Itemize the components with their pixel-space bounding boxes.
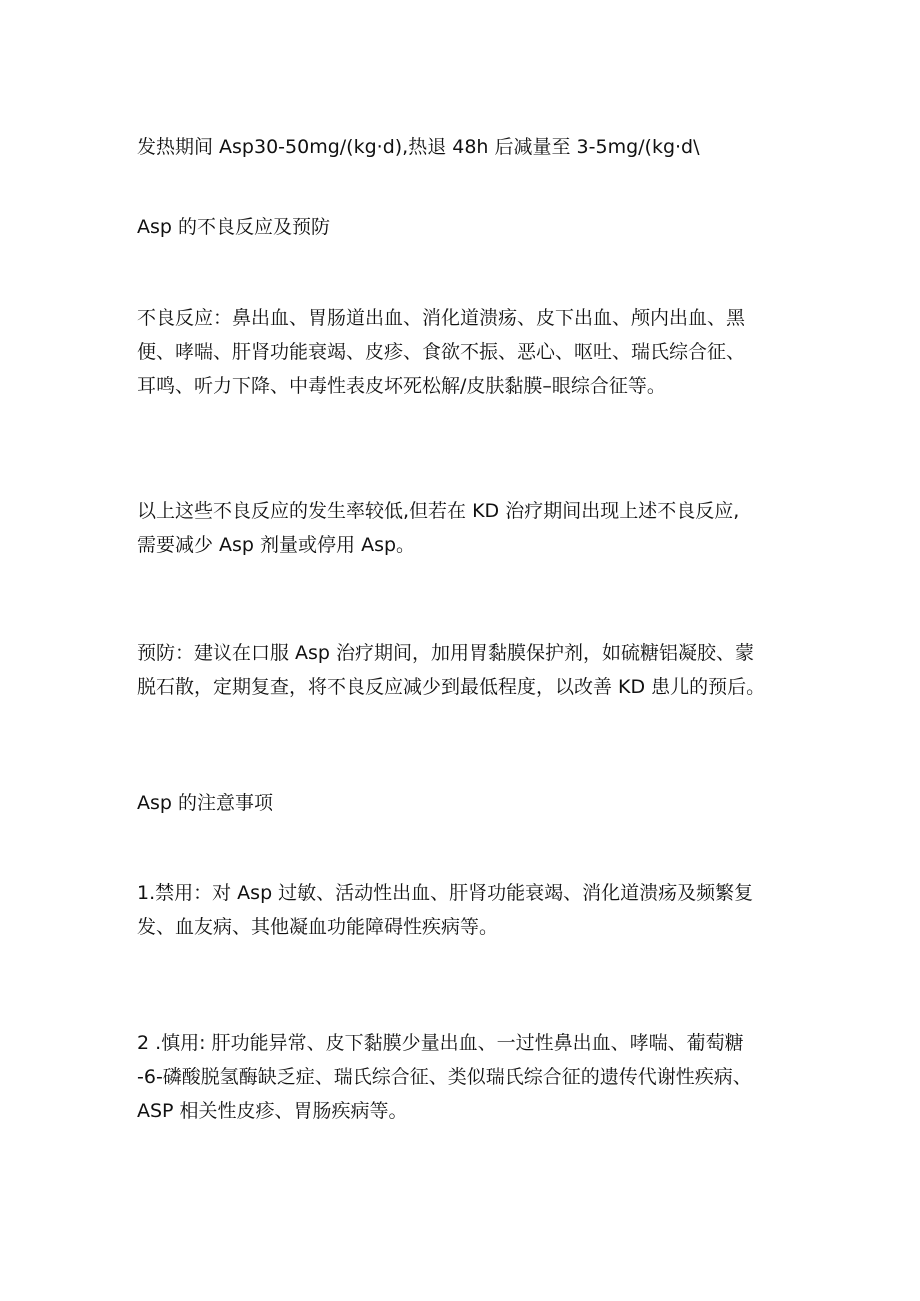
- prevention-paragraph: [137, 636, 807, 704]
- text-line: 不良反应：鼻出血、胃肠道出血、消化道溃疡、皮下出血、颅内出血、黑: [137, 307, 746, 329]
- text-line: 便、哮喘、肝肾功能衰竭、皮疹、食欲不振、恶心、呕吐、瑞氏综合征、: [137, 341, 746, 363]
- text-line: -6-磷酸脱氢酶缺乏症、瑞氏综合征、类似瑞氏综合征的遗传代谢性疾病、: [137, 1066, 752, 1088]
- text-line: 发、血友病、其他凝血功能障碍性疾病等。: [137, 916, 499, 938]
- heading-adverse-reactions: [137, 210, 807, 244]
- text-line: 2 .慎用: 肝功能异常、皮下黏膜少量出血、一过性鼻出血、哮喘、葡萄糖: [137, 1032, 744, 1054]
- incidence-paragraph: [137, 494, 807, 562]
- text-line: Asp 的注意事项: [137, 792, 273, 814]
- heading-precautions: [137, 786, 807, 820]
- text-line: 发热期间 Asp30-50mg/(kg·d),热退 48h 后减量至 3-5mg/(kg·d\: [137, 136, 700, 158]
- adverse-reactions-paragraph: [137, 301, 807, 403]
- text-line: ASP 相关性皮疹、胃肠疾病等。: [137, 1100, 408, 1122]
- text-line: 预防：建议在口服 Asp 治疗期间，加用胃黏膜保护剂，如硫糖铝凝胶、蒙: [137, 642, 755, 664]
- contraindications-paragraph: [137, 876, 807, 944]
- text-line: 需要减少 Asp 剂量或停用 Asp。: [137, 534, 416, 556]
- text-line: 耳鸣、听力下降、中毒性表皮坏死松解/皮肤黏膜–眼综合征等。: [137, 375, 666, 397]
- dosage-paragraph: [137, 130, 807, 164]
- text-line: Asp 的不良反应及预防: [137, 216, 330, 238]
- cautions-paragraph: [137, 1026, 807, 1128]
- text-line: 脱石散，定期复查，将不良反应减少到最低程度，以改善 KD 患儿的预后。: [137, 676, 766, 698]
- text-line: 1.禁用：对 Asp 过敏、活动性出血、肝肾功能衰竭、消化道溃疡及频繁复: [137, 882, 754, 904]
- text-line: 以上这些不良反应的发生率较低,但若在 KD 治疗期间出现上述不良反应,: [137, 500, 740, 522]
